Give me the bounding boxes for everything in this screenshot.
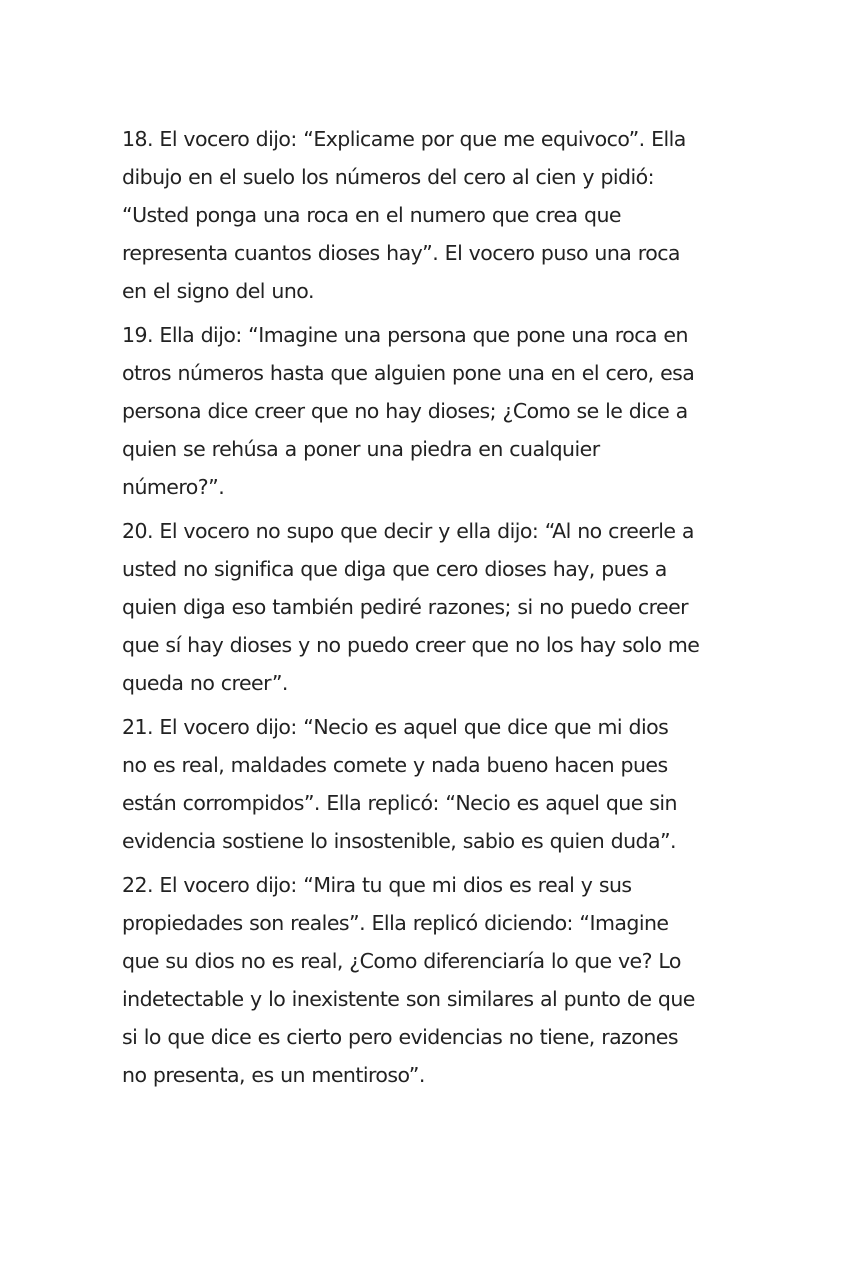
text-line: quien se rehúsa a poner una piedra en cualquier: [122, 437, 600, 461]
paragraph-21: [122, 708, 742, 860]
text-line: 20. El vocero no supo que decir y ella dijo: “Al no creerle a: [122, 519, 694, 543]
body-text: [122, 120, 742, 1100]
text-line: 18. El vocero dijo: “Explicame por que me equivoco”. Ella: [122, 127, 686, 151]
text-line: que sí hay dioses y no puedo creer que no los hay solo me: [122, 633, 700, 657]
text-line: persona dice creer que no hay dioses; ¿Como se le dice a: [122, 399, 688, 423]
text-line: no es real, maldades comete y nada bueno hacen pues: [122, 753, 668, 777]
text-line: que su dios no es real, ¿Como diferenciaría lo que ve? Lo: [122, 949, 681, 973]
text-line: indetectable y lo inexistente son similares al punto de que: [122, 987, 695, 1011]
text-line: 22. El vocero dijo: “Mira tu que mi dios es real y sus: [122, 873, 632, 897]
text-line: representa cuantos dioses hay”. El vocero puso una roca: [122, 241, 680, 265]
text-line: están corrompidos”. Ella replicó: “Necio es aquel que sin: [122, 791, 677, 815]
paragraph-22: [122, 866, 742, 1094]
text-line: no presenta, es un mentiroso”.: [122, 1063, 425, 1087]
text-line: quien diga eso también pediré razones; si no puedo creer: [122, 595, 689, 619]
text-line: en el signo del uno.: [122, 279, 314, 303]
text-line: 19. Ella dijo: “Imagine una persona que pone una roca en: [122, 323, 688, 347]
text-line: número?”.: [122, 475, 225, 499]
paragraph-19: [122, 316, 742, 506]
paragraph-18: [122, 120, 742, 310]
text-line: dibujo en el suelo los números del cero al cien y pidió:: [122, 165, 655, 189]
paragraph-20: [122, 512, 742, 702]
text-line: 21. El vocero dijo: “Necio es aquel que dice que mi dios: [122, 715, 669, 739]
text-line: propiedades son reales”. Ella replicó diciendo: “Imagine: [122, 911, 669, 935]
text-line: usted no significa que diga que cero dioses hay, pues a: [122, 557, 667, 581]
text-line: evidencia sostiene lo insostenible, sabio es quien duda”.: [122, 829, 677, 853]
text-line: si lo que dice es cierto pero evidencias no tiene, razones: [122, 1025, 678, 1049]
text-line: queda no creer”.: [122, 671, 288, 695]
text-line: otros números hasta que alguien pone una en el cero, esa: [122, 361, 695, 385]
text-line: “Usted ponga una roca en el numero que crea que: [122, 203, 621, 227]
